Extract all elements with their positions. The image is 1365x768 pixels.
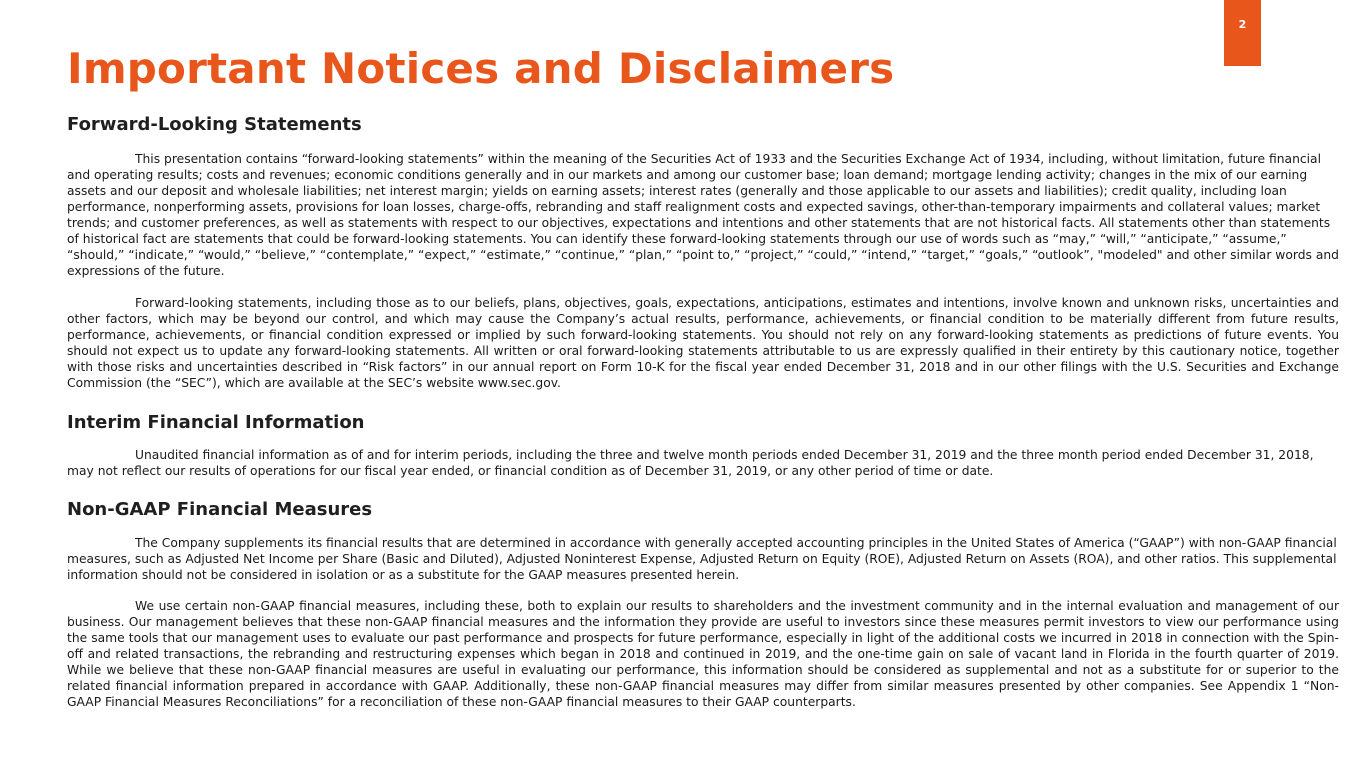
paragraph-forward-looking-2: Forward-looking statements, including those as to our beliefs, plans, objectives, goals, expectations, anticipations, estimates and intentions, involve known and unknown risks, uncertainties and other factors, which may be beyond our control, and which may cause the Company’s actual results, performance, achievements, or financial condition to be materially different from future results, performance, achievements, or financial condition expressed or implied by such forward-looking statements. You should not rely on any forward-looking statements as predictions of future events. You should not expect us to update any forward-looking statements. All written or oral forward-looking statements attributable to us are expressly qualified in their entirety by this cautionary notice, together with those risks and uncertainties described in “Risk factors” in our annual report on Form 10-K for the fiscal year ended December 31, 2018 and in our other filings with the U.S. Securities and Exchange Commission (the “SEC”), which are available at the SEC’s website www.sec.gov. bbox=[67, 296, 1339, 390]
paragraph-interim-1: Unaudited financial information as of and for interim periods, including the three and twelve month periods ended December 31, 2019 and the three month period ended December 31, 2018, may not reflect our results of operations for our fiscal year ended, or financial condition as of December 31, 2019, or any other period of time or date. bbox=[67, 448, 1314, 478]
page-number-badge: 2 bbox=[1224, 0, 1261, 66]
section-heading-interim: Interim Financial Information bbox=[67, 412, 365, 433]
paragraph-non-gaap-1: The Company supplements its financial results that are determined in accordance with generally accepted accounting principles in the United States of America (“GAAP”) with non-GAAP financial measures, such as Adjusted Net Income per Share (Basic and Diluted), Adjusted Noninterest Expense, Adjusted Return on Equity (ROE), Adjusted Return on Assets (ROA), and other ratios. This supplemental information should not be considered in isolation or as a substitute for the GAAP measures presented herein. bbox=[67, 536, 1337, 582]
paragraph-non-gaap-2: We use certain non-GAAP financial measures, including these, both to explain our results to shareholders and the investment community and in the internal evaluation and management of our business. Our management believes that these non-GAAP financial measures and the information they provide are useful to investors since these measures permit investors to view our performance using the same tools that our management uses to evaluate our past performance and prospects for future performance, especially in light of the additional costs we incurred in 2018 in connection with the Spin-off and related transactions, the rebranding and restructuring expenses which began in 2018 and continued in 2019, and the one-time gain on sale of vacant land in Florida in the fourth quarter of 2019. While we believe that these non-GAAP financial measures are useful in evaluating our performance, this information should be considered as supplemental and not as a substitute for or superior to the related financial information prepared in accordance with GAAP. Additionally, these non-GAAP financial measures may differ from similar measures presented by other companies. See Appendix 1 “Non-GAAP Financial Measures Reconciliations” for a reconciliation of these non-GAAP financial measures to their GAAP counterparts. bbox=[67, 599, 1339, 709]
section-heading-forward-looking: Forward-Looking Statements bbox=[67, 114, 362, 135]
section-heading-non-gaap: Non-GAAP Financial Measures bbox=[67, 499, 373, 520]
paragraph-forward-looking-1: This presentation contains “forward-looking statements” within the meaning of the Securities Act of 1933 and the Securities Exchange Act of 1934, including, without limitation, future financial and operating results; costs and revenues; economic conditions generally and in our markets and among our customer base; loan demand; mortgage lending activity; changes in the mix of our earning assets and our deposit and wholesale liabilities; net interest margin; yields on earning assets; interest rates (generally and those applicable to our assets and liabilities); credit quality, including loan performance, nonperforming assets, provisions for loan losses, charge-offs, rebranding and staff realignment costs and expected savings, other-than-temporary impairments and collateral values; market trends; and customer preferences, as well as statements with respect to our objectives, expectations and intentions and other statements that are not historical facts. All statements other than statements of historical fact are statements that could be forward-looking statements. You can identify these forward-looking statements through our use of words such as “may,” “will,” “anticipate,” “assume,” “should,” “indicate,” “would,” “believe,” “contemplate,” “expect,” “estimate,” “continue,” “plan,” “point to,” “project,” “could,” “intend,” “target,” “goals,” “outlook”, "modeled" and other similar words and expressions of the future. bbox=[67, 152, 1339, 278]
disclaimer-body bbox=[67, 112, 1339, 710]
page-title: Important Notices and Disclaimers bbox=[67, 44, 895, 93]
